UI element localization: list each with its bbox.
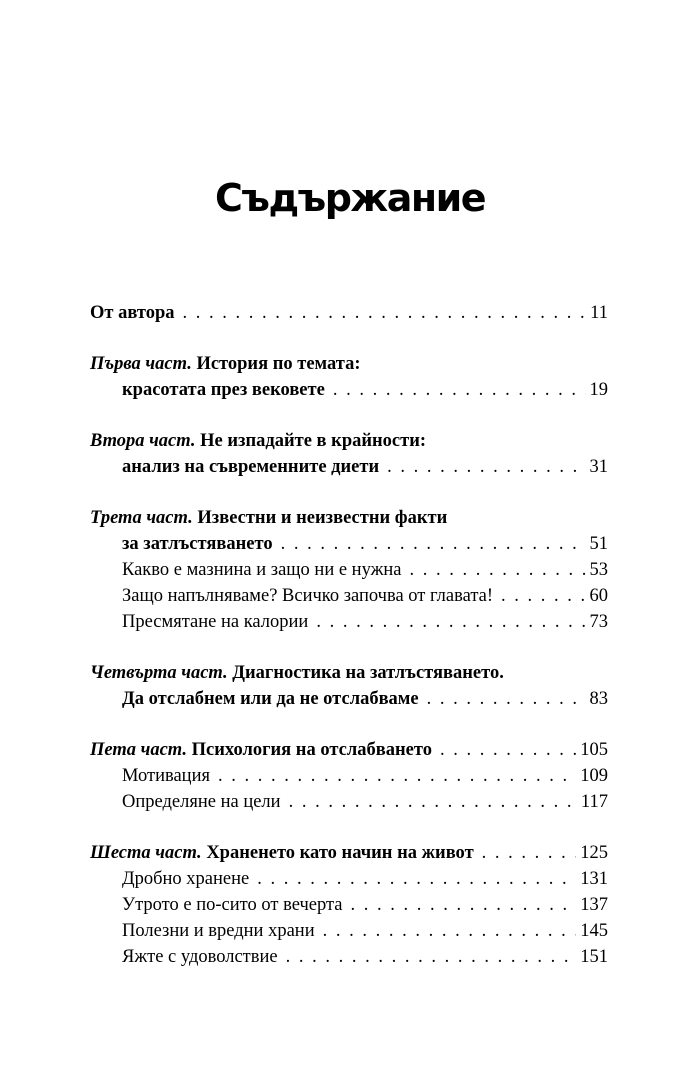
table-of-contents <box>90 300 608 970</box>
toc-entry[interactable] <box>90 840 608 866</box>
toc-entry-title: Известни и неизвестни факти <box>197 508 448 528</box>
toc-subentry[interactable] <box>90 609 608 635</box>
toc-page-number: 125 <box>580 843 608 863</box>
toc-page-number: 31 <box>589 457 608 477</box>
toc-part-label: Втора част. <box>90 431 196 451</box>
toc-part-heading[interactable] <box>90 351 608 377</box>
toc-page-number: 137 <box>580 895 608 915</box>
toc-entry-title: Храненето като начин на живот <box>206 843 474 863</box>
toc-page-number: 109 <box>580 766 608 786</box>
toc-page-number: 145 <box>580 921 608 941</box>
toc-page-number: 11 <box>590 303 608 323</box>
toc-part-label: Четвърта част. <box>90 663 228 683</box>
dot-leader <box>218 763 576 789</box>
toc-subentry[interactable] <box>90 944 608 970</box>
toc-entry-title-cont: анализ на съвременните диети <box>122 457 380 477</box>
dot-leader <box>482 840 577 866</box>
toc-part-heading[interactable] <box>90 505 608 531</box>
toc-entry-title: Не изпадайте в крайности: <box>200 431 427 451</box>
toc-page-number: 117 <box>580 792 608 812</box>
page-title: Съдържание <box>215 176 485 220</box>
toc-subentry-title: Полезни и вредни храни <box>122 921 315 941</box>
toc-subentry[interactable] <box>90 789 608 815</box>
toc-subentry-title: Защо напълняваме? Всичко започва от главата! <box>122 586 494 606</box>
dot-leader <box>351 892 577 918</box>
dot-leader <box>316 609 585 635</box>
toc-part-label: Първа част. <box>90 354 192 374</box>
toc-entry[interactable] <box>90 300 608 326</box>
toc-subentry-title: Утрото е по-сито от вечерта <box>122 895 343 915</box>
toc-entry[interactable] <box>90 454 608 480</box>
toc-subentry-title: Определяне на цели <box>122 792 281 812</box>
toc-page-number: 53 <box>589 560 608 580</box>
toc-part-heading[interactable] <box>90 428 608 454</box>
toc-entry[interactable] <box>90 377 608 403</box>
toc-entry-title: Психология на отслабването <box>191 740 432 760</box>
toc-subentry-title: Дробно хранене <box>122 869 250 889</box>
toc-entry[interactable] <box>90 531 608 557</box>
toc-page-number: 51 <box>589 534 608 554</box>
toc-page-number: 60 <box>589 586 608 606</box>
toc-subentry[interactable] <box>90 583 608 609</box>
dot-leader <box>183 300 587 326</box>
toc-subentry[interactable] <box>90 892 608 918</box>
toc-page-number: 105 <box>580 740 608 760</box>
toc-subentry-title: Какво е мазнина и защо ни е нужна <box>122 560 402 580</box>
toc-page-number: 131 <box>580 869 608 889</box>
dot-leader <box>257 866 576 892</box>
toc-part-heading[interactable] <box>90 660 608 686</box>
toc-entry-title: От автора <box>90 303 175 323</box>
toc-subentry-title: Яжте с удоволствие <box>122 947 278 967</box>
toc-entry-title: История по темата: <box>196 354 361 374</box>
toc-entry-title-cont: Да отслабнем или да не отслабваме <box>122 689 419 709</box>
dot-leader <box>286 944 577 970</box>
toc-page-number: 19 <box>589 380 608 400</box>
toc-entry[interactable] <box>90 686 608 712</box>
dot-leader <box>427 686 586 712</box>
dot-leader <box>281 531 586 557</box>
toc-page-number: 83 <box>589 689 608 709</box>
toc-entry[interactable] <box>90 737 608 763</box>
toc-entry-title-cont: красотата през вековете <box>122 380 325 400</box>
toc-subentry[interactable] <box>90 918 608 944</box>
toc-subentry-title: Пресмятане на калории <box>122 612 309 632</box>
toc-page-number: 73 <box>589 612 608 632</box>
dot-leader <box>440 737 576 763</box>
dot-leader <box>387 454 585 480</box>
toc-part-label: Шеста част. <box>90 843 202 863</box>
dot-leader <box>501 583 585 609</box>
toc-subentry[interactable] <box>90 557 608 583</box>
dot-leader <box>323 918 577 944</box>
toc-entry-title: Диагностика на затлъстяването. <box>232 663 504 683</box>
dot-leader <box>333 377 586 403</box>
toc-entry-title-cont: за затлъстяването <box>122 534 273 554</box>
toc-part-label: Пета част. <box>90 740 188 760</box>
toc-part-label: Трета част. <box>90 508 193 528</box>
toc-subentry[interactable] <box>90 763 608 789</box>
dot-leader <box>409 557 585 583</box>
toc-subentry-title: Мотивация <box>122 766 210 786</box>
dot-leader <box>289 789 577 815</box>
toc-page-number: 151 <box>580 947 608 967</box>
toc-subentry[interactable] <box>90 866 608 892</box>
